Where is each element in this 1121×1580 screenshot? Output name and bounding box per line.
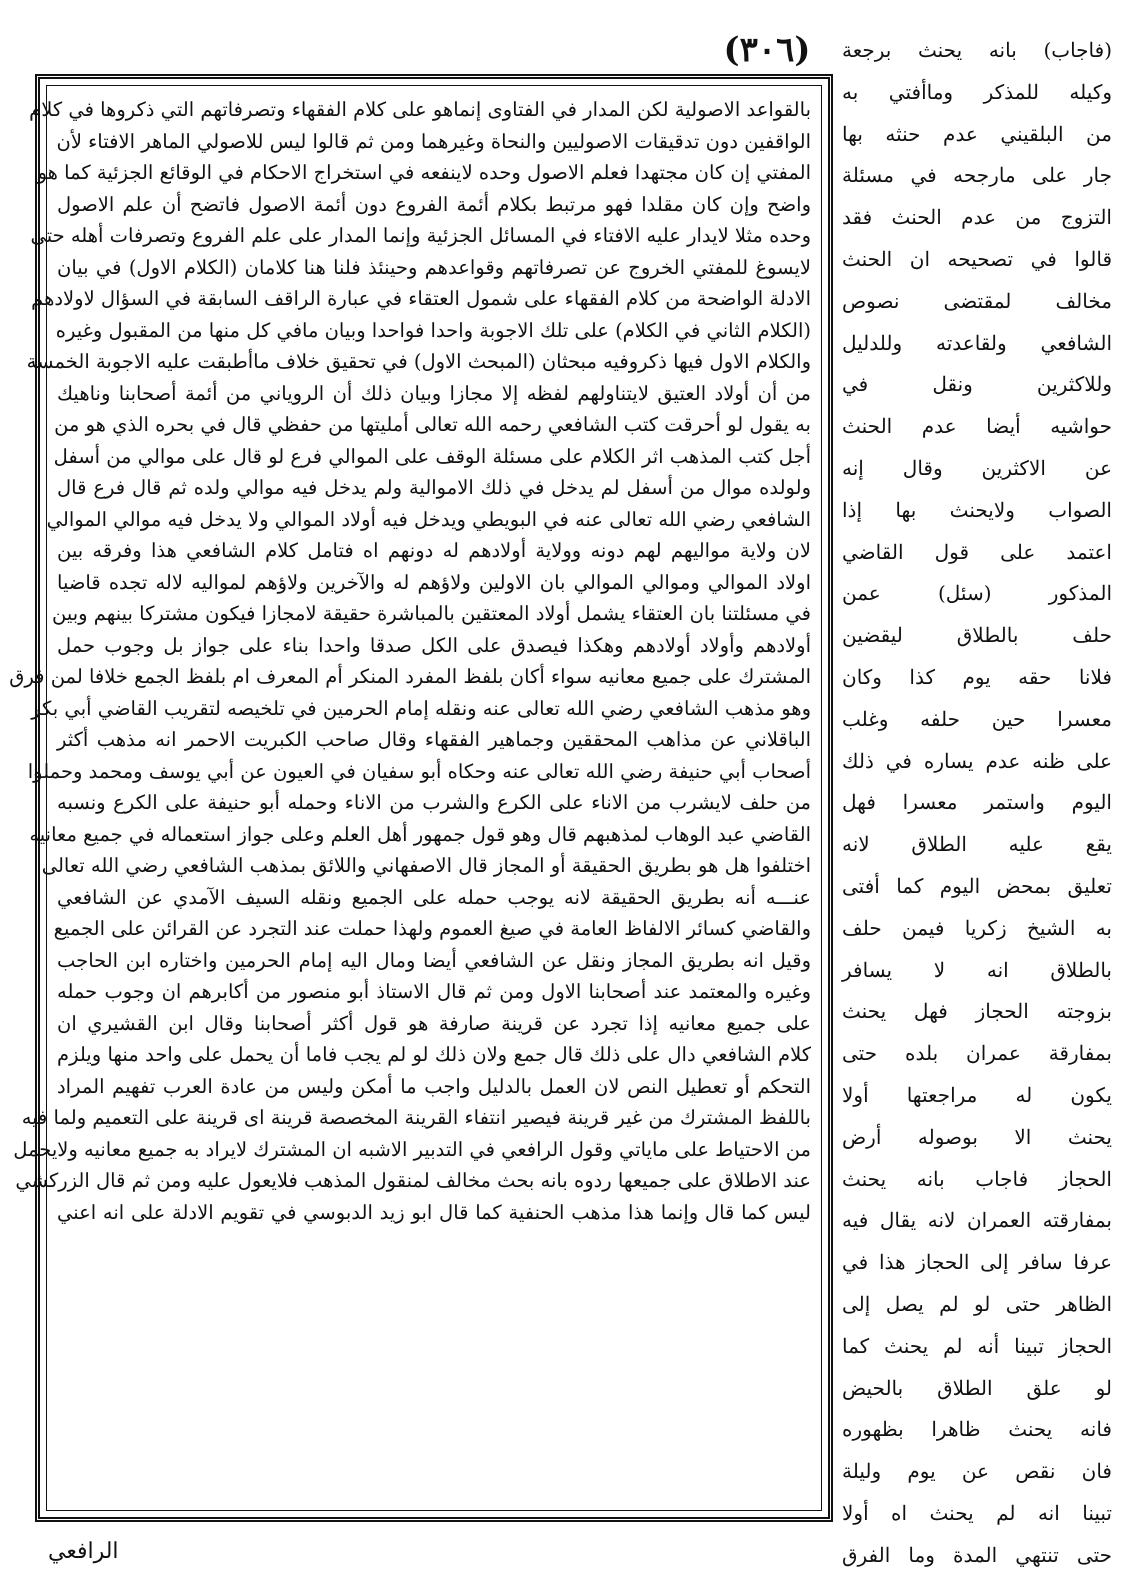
margin-text-line: تبينا انه لم يحنث اه أولا (842, 1500, 1112, 1525)
main-text-line: من الاحتياط على ماياتي وقول الرافعي في التدبير الاشبه ان المشترك لايراد به جميع معانيه ولايحمل (13, 1137, 811, 1161)
margin-text-line: معسرا حين حلفه وغلب (842, 706, 1112, 731)
margin-text-line: على ظنه عدم يساره في ذلك (842, 748, 1112, 773)
margin-text-line: من البلقيني عدم حنثه بها (842, 121, 1112, 146)
margin-text-line: الصواب ولايحنث بها إذا (842, 497, 1112, 522)
main-text-line: والقاضي كسائر الالفاظ العامة في صيغ العموم ولهذا حملت عند التجرد عن القرائن على الجميع (53, 917, 811, 940)
main-text-line: القاضي عبد الوهاب لمذهبهم قال وهو قول جمهور أهل العلم وعلى جواز استعماله في جميع معانيه (29, 822, 811, 846)
main-text-line: باللفظ المشترك من غير قرينة فيصير انتفاء القرينة المخصصة قرينة اى قرينة على التعميم ولما فيه (21, 1106, 811, 1129)
main-text-line: لان ولاية مواليهم لهم دونه وولاية أولادهم له دونهم اه فتامل كلام الشافعي هذا وفرقه بين (57, 539, 811, 562)
margin-text-line: حلف بالطلاق ليقضين (842, 623, 1112, 648)
margin-text-line: يحنث الا بوصوله أرض (842, 1124, 1112, 1149)
main-text-line: من أن أولاد العتيق لايتناولهم لفظه إلا مجازا وبيان ذلك أن الروياني من أئمة أصحابنا وناهيك (57, 381, 811, 405)
main-text-line: وغيره والمعتمد عند أصحابنا الاول ومن ثم قال الاستاذ أبو منصور من أكابرهم ان وجوب حمله (57, 980, 811, 1003)
main-text-line: وحده مثلا لايدار عليه الافتاء في المسائل الجزئية وإنما المدار على علم الفروع وتصرفات أهله حتى (30, 224, 811, 247)
margin-text-line: به الشيخ زكريا فيمن حلف (842, 915, 1112, 940)
main-text-line: الشافعي رضي الله تعالى عنه في البويطي ويدخل فيه أولاد الموالي ولا يدخل فيه موالي الموالي (46, 507, 811, 531)
margin-text-line: يكون له مراجعتها أولا (842, 1082, 1112, 1107)
margin-text-line: الحجاز فاجاب بانه يحنث (842, 1166, 1112, 1191)
main-text-line: لايسوغ للمفتي الخروج عن تصرفاتهم وقواعدهم وحينئذ فلنا هنا كلامان (الكلام الاول) في بيان (57, 255, 811, 279)
margin-text-line: وللاكثرين ونقل في (842, 372, 1112, 397)
margin-commentary (842, 30, 1112, 1567)
margin-text-line: قالوا في تصحيحه ان الحنث (842, 246, 1112, 271)
margin-text-line: جار على مارجحه في مسئلة (842, 163, 1112, 188)
margin-text-line: وكيله للمذكر وماأفتي به (842, 79, 1112, 104)
margin-text-line: الحجاز تبينا أنه لم يحنث كما (842, 1333, 1112, 1358)
main-text-line: أولادهم وأولاد أولادهم وهكذا فيصدق على الكل صدقا واحدا بناء على جواز بل وجوب حمل (57, 633, 811, 657)
main-text-body (9, 85, 822, 1511)
margin-text-line: عرفا سافر إلى الحجاز هذا في (842, 1250, 1112, 1275)
margin-text-line: التزوج من عدم الحنث فقد (842, 205, 1112, 230)
margin-text-line: اليوم واستمر معسرا فهل (842, 790, 1112, 815)
margin-text-line: مخالف لمقتضى نصوص (842, 288, 1112, 313)
margin-text-line: حتى تنتهي المدة وما الفرق (842, 1542, 1112, 1567)
margin-text-line: بالطلاق انه لا يسافر (842, 957, 1112, 982)
margin-text-line: (فاجاب) بانه يحنث برجعة (842, 38, 1112, 62)
main-text-line: وهو مذهب الشافعي رضي الله تعالى عنه ونقله إمام الحرمين في تلخيصه لتقريب القاضي أبي بكر (31, 696, 811, 720)
main-text-line: عنـــه أنه بطريق الحقيقة لانه يوجب حمله على الجميع ونقله السيف الآمدي عن الشافعي (57, 885, 811, 909)
margin-text-line: الظاهر حتى لو لم يصل إلى (842, 1291, 1112, 1316)
main-text-line: وقيل انه بطريق المجاز ونقل عن الشافعي أيضا ومال اليه إمام الحرمين واختاره ابن الحاجب (57, 948, 811, 972)
margin-text-line: لو علق الطلاق بالحيض (842, 1375, 1112, 1400)
main-text-line: التحكم أو تعطيل النص لان العمل بالدليل واجب ما أمكن وليس من عادة العرب تفهيم المراد (57, 1074, 811, 1098)
margin-text-line: بمفارقة عمران بلده حتى (842, 1041, 1112, 1066)
main-text-line: والكلام الاول فيها ذكروفيه مبحثان (المبحث الاول) في تحقيق خلاف ماأطبقت عليه الاجوبة الخمسة (26, 350, 811, 373)
margin-text-line: تعليق بمحض اليوم كما أفتى (842, 873, 1112, 898)
main-text-line: اختلفوا هل هو بطريق الحقيقة أو المجاز قال الاصفهاني واللائق بمذهب الشافعي رضي الله تعالى (41, 854, 811, 877)
main-text-line: عند الاطلاق على جميعها ردوه بانه بحث مخالف لمنقول المذهب فلايعول عليه ومن ثم قال الزركشي (15, 1169, 811, 1192)
catchword: الرافعي (48, 1539, 119, 1564)
margin-text-line: الشافعي ولقاعدته وللدليل (842, 330, 1112, 355)
margin-text-line: فانه يحنث ظاهرا بظهوره (842, 1417, 1112, 1442)
main-text-line: كلام الشافعي دال على ذلك قال جمع ولان ذلك لو لم يجب فاما أن يحمل على واحد منها ويلزم (57, 1043, 811, 1066)
main-text-line: المشترك على جميع معانيه سواء أكان بلفظ المفرد المنكر أم المعرف ام بلفظ الجمع خلافا لمن فرق (9, 665, 811, 688)
margin-text-line: فان نقص عن يوم وليلة (842, 1459, 1112, 1484)
main-text-line: ليس كما قال وإنما هذا مذهب الحنفية كما قال ابو زيد الدبوسي في تقويم الادلة على انه اعني (57, 1200, 811, 1224)
main-text-line: المفتي إن كان مجتهدا فعلم الاصول وحده لاينفعه في استخراج الاحكام في الوقائع الجزئية كما هو (37, 161, 811, 184)
main-text-line: بالقواعد الاصولية لكن المدار في الفتاوى إنماهو على كلام الفقهاء وتصرفاتهم التي ذكروها في كلام (29, 98, 811, 121)
main-text-line: واضح وإن كان مقلدا فهو مرتبط بكلام أئمة الفروع دون أئمة الاصول فاتضح أن علم الاصول (57, 192, 811, 216)
margin-text-line: اعتمد على قول القاضي (842, 539, 1112, 564)
main-text-frame (9, 74, 833, 1522)
margin-text-line: حواشيه أيضا عدم الحنث (842, 414, 1112, 439)
margin-text-line: المذكور (سئل) عمن (842, 581, 1112, 606)
page-number: (٣٠٦) (723, 30, 811, 70)
main-text-line: أصحاب أبي حنيفة رضي الله تعالى عنه وحكاه أبو سفيان في العيون عن أبي يوسف ومحمد وحملوا (27, 759, 811, 783)
main-text-line: في مسئلتنا بان العتقاء يشمل أولاد المعتقين بالمباشرة حقيقة لامجازا فيكون مشتركا بينهم وبين (52, 602, 811, 625)
main-text-line: الادلة الواضحة من كلام الفقهاء على شمول العتقاء في عبارة الراقف السابقة في السؤال لاولادهم (31, 287, 811, 310)
margin-text-line: فلانا حقه يوم كذا وكان (842, 664, 1112, 689)
main-text-line: ولولده موال من أسفل لم يدخل في ذلك الاموالية ولم يدخل فيه موالي ولده ثم قال فرع قال (57, 476, 811, 499)
main-text-line: من حلف لايشرب من الاناء على الكرع والشرب من الاناء وحمله أبو حنيفة على الكرع ونسبه (57, 791, 811, 814)
main-text-line: على جميع معانيه إذا تجرد عن قرينة صارفة هو قول أكثر أصحابنا وقال ابن القشيري ان (57, 1011, 811, 1035)
margin-text-line: بزوجته الحجاز فهل يحنث (842, 999, 1112, 1024)
margin-text-line: بمفارقته العمران لانه يقال فيه (842, 1208, 1112, 1233)
main-text-line: أجل كتب المذهب اثر الكلام على مسئلة الوقف على الموالي فرع لو قال على موالي من أسفل (53, 444, 811, 468)
main-text-line: (الكلام الثاني في الكلام) على تلك الاجوبة واحدا فواحدا وبيان مافي كل منها من المقبول وغيره (55, 318, 811, 342)
main-text-line: الباقلاني عن مذاهب المحققين وجماهير الفقهاء وقال صاحب الكبريت الاحمر انه مذهب أكثر (57, 728, 811, 751)
main-text-line: به يقول لو أحرقت كتب الشافعي رحمه الله تعالى أمليتها من حفظي قال في بحره الذي هو من (54, 413, 811, 436)
margin-text-line: عن الاكثرين وقال إنه (842, 455, 1112, 480)
margin-text-line: يقع عليه الطلاق لانه (842, 832, 1112, 857)
main-text-line: اولاد الموالي وموالي الموالي بان الاولين ولاؤهم له والآخرين ولاؤهم لمواليه لاله تجده قاضيا (57, 570, 811, 594)
main-text-line: الواقفين دون تدقيقات الاصوليين والنحاة وغيرهما ومن ثم قالوا ليس للاصولي الماهر الافتاء لأن (56, 129, 811, 153)
